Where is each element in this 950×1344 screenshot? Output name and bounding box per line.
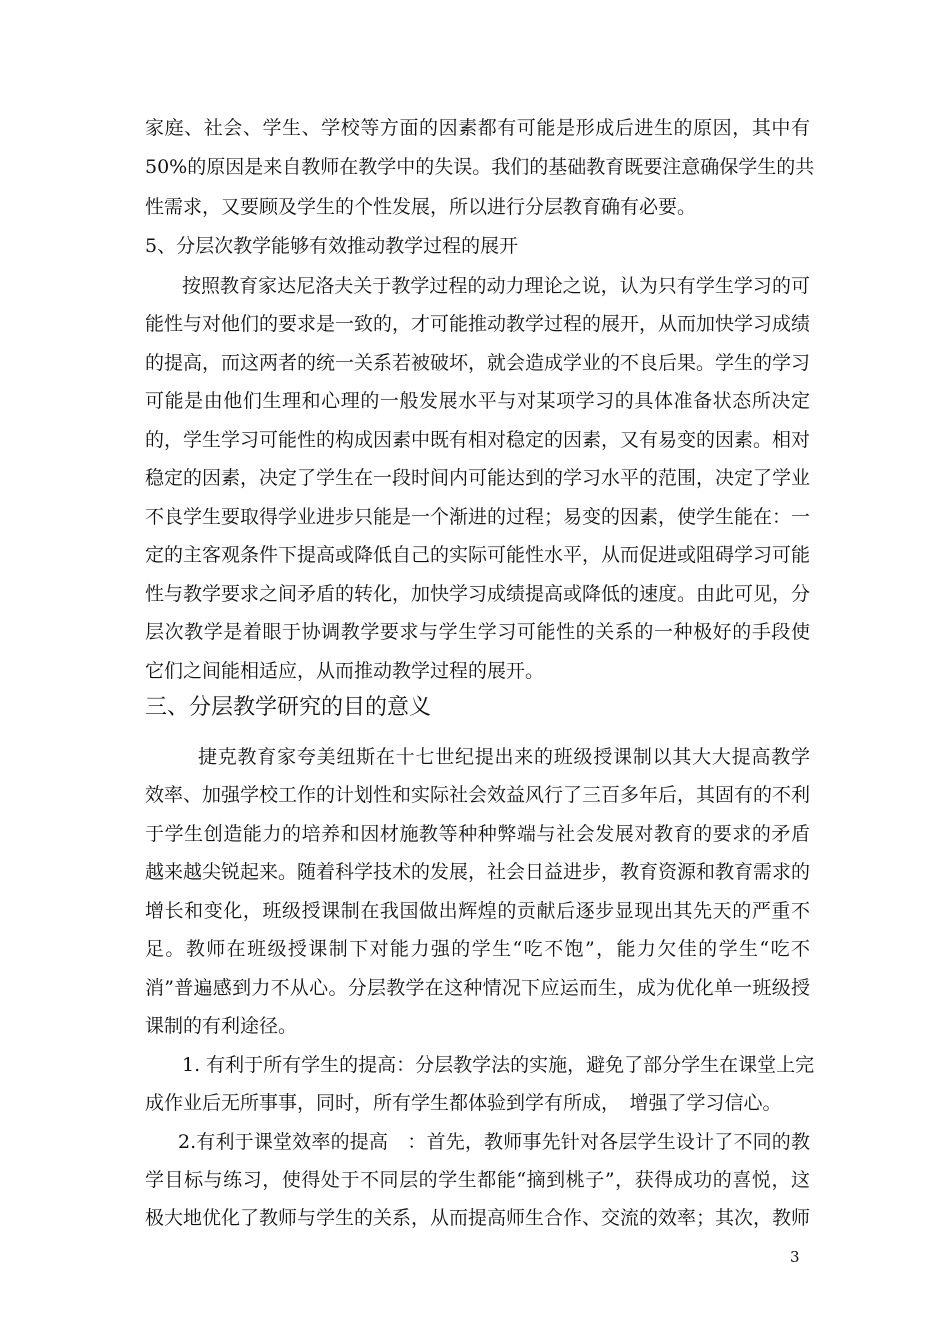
body-text-line: 按照教育家达尼洛夫关于教学过程的动力理论之说，认为只有学生学习的可 [182,275,810,297]
list-item-line: 2.有利于课堂效率的提高 ：首先，教师事先针对各层学生设计了不同的教 [178,1131,810,1153]
list-item-line: 1. 有利于所有学生的提高：分层教学法的实施，避免了部分学生在课堂上完 [182,1054,815,1076]
body-text-line: 于学生创造能力的培养和因材施教等种种弊端与社会发展对教育的要求的矛盾 [145,823,810,845]
body-text-line: 捷克教育家夸美纽斯在十七世纪提出来的班级授课制以其大大提高教学 [198,746,810,768]
subsection-title: 5、分层次教学能够有效推动教学过程的展开 [145,235,519,257]
body-text-line: 性需求，又要顾及学生的个性发展，所以进行分层教育确有必要。 [145,196,697,218]
body-text-line: 能性与对他们的要求是一致的，才可能推动教学过程的展开，从而加快学习成绩 [145,313,811,335]
list-item-line: 极大地优化了教师与学生的关系，从而提高师生合作、交流的效率；其次，教师 [145,1207,811,1229]
body-text-line: 消”普遍感到力不从心。分层教学在这种情况下应运而生，成为优化单一班级授 [145,977,810,999]
list-item-line: 学目标与练习，使得处于不同层的学生都能“摘到桃子”，获得成功的喜悦，这 [145,1169,810,1191]
body-text-line: 效率、加强学校工作的计划性和实际社会效益风行了三百多年后，其固有的不利 [145,784,811,806]
body-text-line: 的提高，而这两者的统一关系若被破坏，就会造成学业的不良后果。学生的学习 [145,352,811,374]
body-text-line: 不良学生要取得学业进步只能是一个渐进的过程；易变的因素，使学生能在：一 [145,506,811,528]
body-text-line: 稳定的因素，决定了学生在一段时间内可能达到的学习水平的范围，决定了学业 [145,467,811,489]
body-text-line: 足。教师在班级授课制下对能力强的学生“吃不饱”，能力欠佳的学生“吃不 [145,938,810,960]
body-text-line: 越来越尖锐起来。随着科学技术的发展，社会日益进步，教育资源和教育需求的 [145,861,811,883]
body-text-line: 可能是由他们生理和心理的一般发展水平与对某项学习的具体准备状态所决定 [145,390,810,412]
body-text-line: 性与教学要求之间矛盾的转化，加快学习成绩提高或降低的速度。由此可见，分 [145,583,811,605]
body-text-line: 层次教学是着眼于协调教学要求与学生学习可能性的关系的一种极好的手段使 [145,621,810,643]
body-text-line: 增长和变化，班级授课制在我国做出辉煌的贡献后逐步显现出其先天的严重不 [145,900,810,922]
body-text-line: 它们之间能相适应，从而推动教学过程的展开。 [145,660,545,682]
list-item-line: 成作业后无所事事，同时，所有学生都体验到学有所成， 增强了学习信心。 [145,1092,782,1114]
body-text-line: 50%的原因是来自教师在教学中的失误。我们的基础教育既要注意确保学生的共 [145,156,815,178]
body-text-line: 家庭、社会、学生、学校等方面的因素都有可能是形成后进生的原因，其中有 [145,117,810,139]
section-heading: 三、分层教学研究的目的意义 [145,695,432,720]
body-text-line: 定的主客观条件下提高或降低自己的实际可能性水平，从而促进或阻碍学习可能 [145,544,811,566]
body-text-line: 的，学生学习可能性的构成因素中既有相对稳定的因素，又有易变的因素。相对 [145,429,811,451]
page-number: 3 [790,1248,800,1266]
body-text-line: 课制的有利途径。 [145,1015,298,1037]
